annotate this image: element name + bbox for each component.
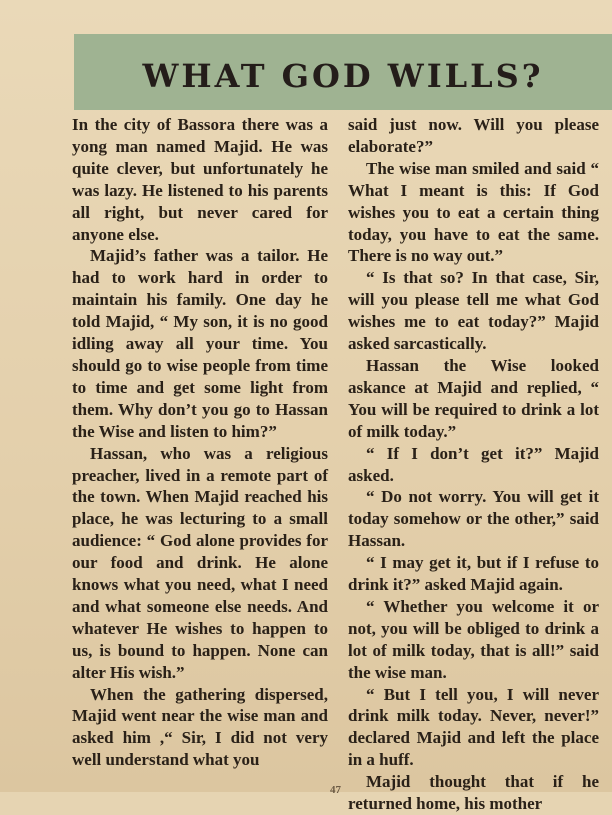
page-number: 47 [330,784,341,796]
story-title: WHAT GOD WILLS? [142,57,544,95]
paragraph: In the city of Bassora there was a yong man named Majid. He was quite clever, but unfortunately he was lazy. He listened to his parents all right, but never cared for anyone else. [72,115,328,244]
left-column [72,114,328,771]
paragraph: “ Is that so? In that case, Sir, will you please tell me what God wishes me to eat today?” Majid asked sarcastically. [348,268,599,354]
paragraph: said just now. Will you please elaborate?” [348,115,599,156]
paragraph: Majid thought that if he returned home, his mother [348,772,599,814]
paragraph: “ Whether you welcome it or not, you will be obliged to drink a lot of milk today, that is all!” said the wise man. [348,596,599,682]
paragraph: “ I may get it, but if I refuse to drink it?” asked Majid again. [348,553,599,595]
paragraph: “ If I don’t get it?” Majid asked. [348,443,599,485]
right-column [348,114,599,815]
paragraph: “ But I tell you, I will never drink milk today. Never, never!” declared Majid and left the place in a huff. [348,684,599,770]
paragraph: Majid’s father was a tailor. He had to work hard in order to maintain his family. One day he told Majid, “ My son, it is no good idling away all your time. You should go to wise people from time to time and get some light from them. Why don’t you go to Hassan the Wise and listen to him?” [72,246,328,441]
paragraph: “ Do not worry. You will get it today somehow or the other,” said Hassan. [348,487,599,551]
paragraph: When the gathering dispersed, Majid went near the wise man and asked him ,“ Sir, I did not very well understand what you [72,684,328,770]
paragraph: Hassan the Wise looked askance at Majid and replied, “ You will be required to drink a lot of milk today.” [348,355,599,441]
title-banner [74,34,612,110]
paragraph: The wise man smiled and said “ What I meant is this: If God wishes you to eat a certain thing today, you have to eat the same. There is no way out.” [348,158,599,266]
paragraph: Hassan, who was a religious preacher, lived in a remote part of the town. When Majid reached his place, he was lecturing to a small audience: “ God alone provides for our food and drink. He alone knows what you need, what I need and what someone else needs. And whatever He wishes to happen to us, is bound to happen. None can alter His wish.” [72,443,328,682]
